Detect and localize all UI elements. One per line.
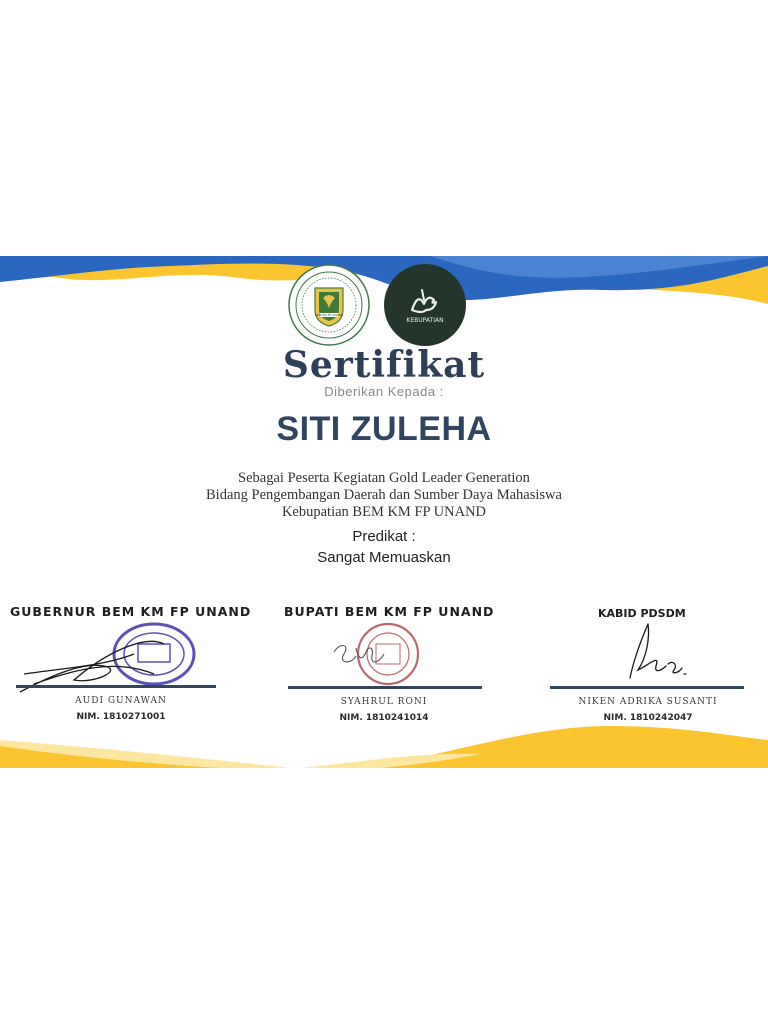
signature-line (288, 686, 482, 689)
signatory-title: BUPATI BEM KM FP UNAND (284, 604, 495, 619)
recipient-name: SITI ZULEHA (276, 410, 492, 448)
description-line: Kebupatian BEM KM FP UNAND (281, 504, 487, 520)
kebupatian-logo (384, 264, 466, 346)
signature-line (550, 686, 744, 689)
logo-text: BEM KM FP UNAND (314, 313, 344, 317)
certificate-title: Sertifikat (282, 344, 486, 386)
signatory-nim: NIM. 1810242047 (603, 713, 693, 723)
signature-stamp-1 (14, 614, 204, 704)
given-to-label: Diberikan Kepada : (324, 384, 444, 399)
signatory-nim: NIM. 1810271001 (76, 712, 166, 722)
signatory-title: KABID PDSDM (598, 607, 686, 620)
description-line: Bidang Pengembangan Daerah dan Sumber Daya Mahasiswa (206, 487, 562, 503)
signature-stamp-2 (326, 622, 426, 688)
predikat-value: Sangat Memuaskan (317, 549, 451, 566)
bem-km-fp-unand-logo (288, 264, 370, 346)
logo-text: KEBUPATIAN (406, 317, 444, 324)
signatory-nim: NIM. 1810241014 (339, 713, 429, 723)
signatory-name: AUDI GUNAWAN (75, 696, 167, 706)
description-line: Sebagai Peserta Kegiatan Gold Leader Generation (238, 470, 530, 486)
signatory-title: GUBERNUR BEM KM FP UNAND (10, 604, 252, 619)
signature-line (16, 685, 216, 688)
signatory-name: SYAHRUL RONI (340, 697, 428, 707)
signature-scribble-3 (620, 618, 690, 688)
predikat-label: Predikat : (352, 528, 416, 545)
certificate (0, 256, 768, 768)
certificate-description (0, 470, 768, 521)
signatory-name: NIKEN ADRIKA SUSANTI (578, 697, 718, 707)
